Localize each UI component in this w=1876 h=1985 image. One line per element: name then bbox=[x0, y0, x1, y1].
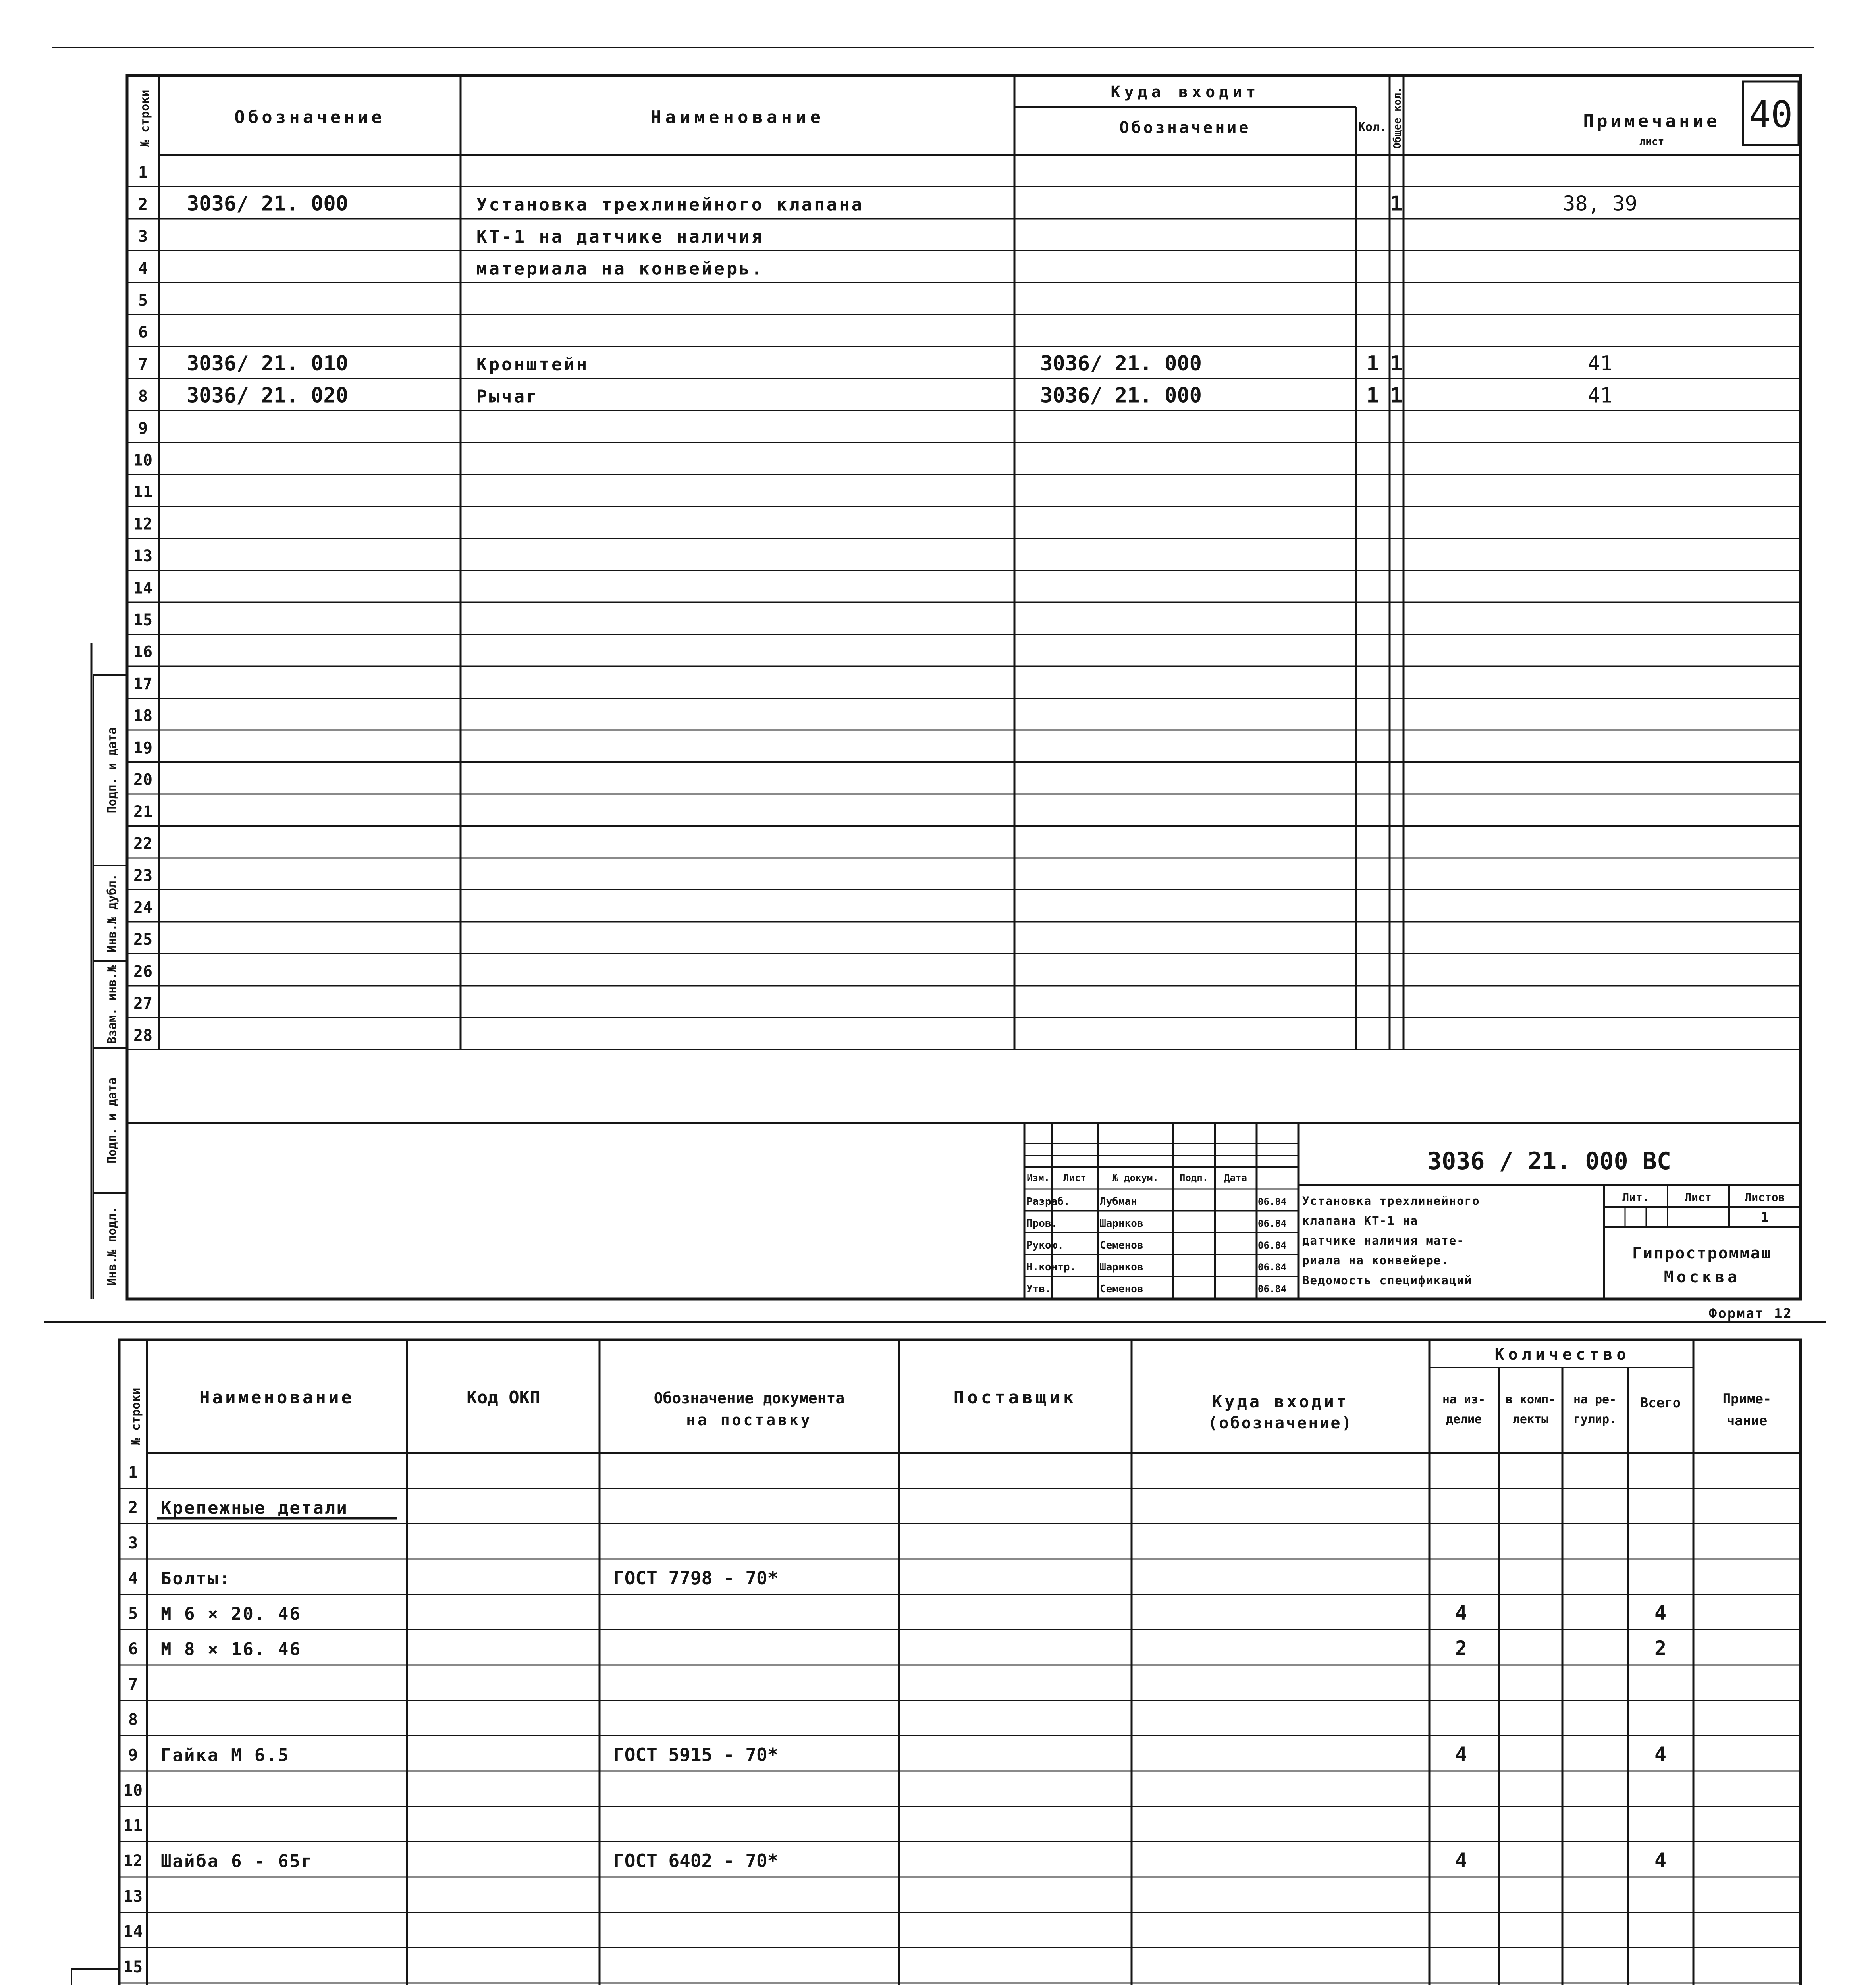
cell-name: КТ-1 на датчике наличия bbox=[476, 227, 764, 247]
tb-sheets-value: 1 bbox=[1760, 1210, 1769, 1226]
cell-q-product: 4 bbox=[1455, 1849, 1467, 1872]
row-number: 18 bbox=[133, 707, 153, 725]
header-where-used: Куда входит bbox=[1212, 1392, 1349, 1411]
row-number: 11 bbox=[133, 483, 153, 501]
sheet-2-frame bbox=[119, 1340, 1801, 1985]
row-number: 2 bbox=[138, 195, 148, 214]
cell-where-used: 3036/ 21. 000 bbox=[1040, 352, 1202, 376]
header-okp: Код ОКП bbox=[467, 1388, 540, 1408]
header-total-qty: Общее кол. bbox=[1392, 87, 1404, 149]
tb-description: Ведомость спецификаций bbox=[1302, 1274, 1473, 1287]
cell-name: Кронштейн bbox=[476, 355, 589, 375]
cell-total: 1 bbox=[1390, 192, 1403, 216]
cell-name: М 6 × 20. 46 bbox=[161, 1604, 301, 1624]
row-number: 12 bbox=[123, 1852, 143, 1870]
row-number: 4 bbox=[138, 259, 148, 278]
tb-city: Москва bbox=[1664, 1268, 1741, 1286]
tb-col-header: № докум. bbox=[1112, 1172, 1159, 1183]
header-where-used-line2: (обозначение) bbox=[1208, 1414, 1353, 1432]
cell-name: материала на конвейерь. bbox=[476, 258, 764, 279]
tb-role: Н.контр. bbox=[1026, 1261, 1076, 1273]
row-number: 13 bbox=[133, 547, 153, 565]
row-number: 7 bbox=[138, 355, 148, 374]
tb-date: 06.84 bbox=[1258, 1218, 1287, 1229]
row-number: 20 bbox=[133, 771, 153, 789]
tb-description: клапана КТ-1 на bbox=[1302, 1214, 1418, 1228]
header-designation: Обозначение bbox=[234, 107, 385, 127]
cell-designation: 3036/ 21. 000 bbox=[187, 192, 348, 216]
cell-doc: ГОСТ 6402 - 70* bbox=[613, 1850, 779, 1871]
cell-qty: 1 bbox=[1366, 384, 1379, 408]
tb-role: Пров. bbox=[1026, 1218, 1058, 1230]
cell-name: Рычаг bbox=[476, 386, 539, 407]
header-name: Наименование bbox=[651, 107, 825, 127]
row-number: 17 bbox=[133, 675, 153, 693]
sheet-1-frame bbox=[127, 75, 1801, 1299]
row-number: 26 bbox=[133, 962, 153, 981]
tb-description: риала на конвейере. bbox=[1302, 1254, 1449, 1267]
tb-person: Шарнков bbox=[1100, 1261, 1143, 1273]
header-row-no: № строки bbox=[138, 89, 152, 147]
page-number: 40 bbox=[1749, 93, 1793, 136]
tb-date: 06.84 bbox=[1258, 1284, 1287, 1295]
cell-q-total: 4 bbox=[1654, 1743, 1667, 1766]
row-number: 1 bbox=[138, 164, 148, 182]
header-q-product: на из- bbox=[1442, 1393, 1486, 1407]
row-number: 5 bbox=[128, 1605, 138, 1623]
tb-role: Рукою. bbox=[1026, 1239, 1064, 1251]
cell-note: 41 bbox=[1587, 384, 1613, 408]
header-row-no: № строки bbox=[129, 1388, 143, 1445]
tb-description: датчике наличия мате- bbox=[1302, 1234, 1465, 1247]
row-number: 16 bbox=[133, 643, 153, 661]
tb-sheet: Лист bbox=[1685, 1191, 1712, 1204]
row-number: 8 bbox=[128, 1711, 138, 1729]
row-number: 10 bbox=[133, 451, 153, 470]
header-qty: Кол. bbox=[1358, 120, 1387, 134]
row-number: 9 bbox=[128, 1746, 138, 1764]
cell-q-product: 4 bbox=[1455, 1601, 1467, 1625]
row-number: 3 bbox=[128, 1534, 138, 1552]
row-number: 21 bbox=[133, 803, 153, 821]
cell-designation: 3036/ 21. 020 bbox=[187, 384, 348, 408]
sheet-2 bbox=[44, 1322, 1866, 1985]
header-doc-line2: на поставку bbox=[686, 1411, 812, 1429]
header-q-kits-line2: лекты bbox=[1512, 1413, 1549, 1426]
row-number: 10 bbox=[123, 1781, 143, 1800]
tb-date: 06.84 bbox=[1258, 1262, 1287, 1273]
header-supplier: Поставщик bbox=[953, 1388, 1077, 1408]
header-where-used-designation: Обозначение bbox=[1119, 119, 1251, 137]
row-number: 1 bbox=[128, 1463, 138, 1482]
cell-total: 1 bbox=[1390, 384, 1403, 408]
row-number: 4 bbox=[128, 1569, 138, 1588]
tb-date: 06.84 bbox=[1258, 1196, 1287, 1207]
row-number: 2 bbox=[128, 1499, 138, 1517]
cell-q-total: 4 bbox=[1654, 1849, 1667, 1872]
tb-sheets: Листов bbox=[1745, 1191, 1785, 1204]
tb-col-header: Изм. bbox=[1027, 1172, 1050, 1183]
cell-where-used: 3036/ 21. 000 bbox=[1040, 384, 1202, 408]
row-number: 6 bbox=[138, 323, 148, 342]
tb-person: Шарнков bbox=[1100, 1218, 1143, 1230]
row-number: 6 bbox=[128, 1640, 138, 1658]
header-note: Приме- bbox=[1722, 1391, 1772, 1407]
cell-q-product: 2 bbox=[1455, 1637, 1467, 1660]
cell-name: Установка трехлинейного клапана bbox=[476, 195, 864, 215]
header-q-kits: в комп- bbox=[1505, 1393, 1556, 1407]
cell-q-product: 4 bbox=[1455, 1743, 1467, 1766]
row-number: 14 bbox=[123, 1923, 143, 1941]
side-stamp-label: Подп. и дата bbox=[105, 727, 119, 813]
row-number: 14 bbox=[133, 579, 153, 597]
row-number: 28 bbox=[133, 1026, 153, 1045]
row-number: 27 bbox=[133, 994, 153, 1013]
header-where-used: Куда входит bbox=[1111, 83, 1260, 101]
side-stamp-label: Подп. и дата bbox=[105, 1077, 119, 1164]
row-number: 15 bbox=[123, 1958, 143, 1976]
format-label: Формат 12 bbox=[1708, 1306, 1793, 1322]
tb-col-header: Подп. bbox=[1179, 1172, 1209, 1183]
header-note-line2: чание bbox=[1726, 1413, 1768, 1429]
row-number: 3 bbox=[138, 227, 148, 246]
row-number: 23 bbox=[133, 867, 153, 885]
header-q-total: Всего bbox=[1640, 1395, 1681, 1411]
cell-name: М 8 × 16. 46 bbox=[161, 1639, 301, 1659]
cell-total: 1 bbox=[1390, 352, 1403, 376]
cell-name: Гайка М 6.5 bbox=[161, 1745, 290, 1765]
doc-code: 3036 / 21. 000 ВС bbox=[1427, 1147, 1672, 1175]
row-number: 8 bbox=[138, 387, 148, 406]
row-number: 24 bbox=[133, 898, 153, 917]
cell-note: 41 bbox=[1587, 352, 1613, 376]
cell-doc: ГОСТ 7798 - 70* bbox=[613, 1567, 779, 1589]
side-stamp-label: Инв.№ дубл. bbox=[105, 873, 119, 953]
cell-q-total: 2 bbox=[1654, 1637, 1667, 1660]
header-q-repair: на ре- bbox=[1573, 1393, 1617, 1407]
cell-q-total: 4 bbox=[1654, 1601, 1667, 1625]
tb-organization: Гипростроммаш bbox=[1632, 1244, 1772, 1262]
row-number: 13 bbox=[123, 1887, 143, 1906]
cell-note: 38, 39 bbox=[1563, 192, 1637, 216]
header-q-repair-line2: гулир. bbox=[1573, 1413, 1617, 1426]
tb-date: 06.84 bbox=[1258, 1240, 1287, 1251]
header-q-product-line2: делие bbox=[1446, 1413, 1482, 1426]
tb-person: Лубман bbox=[1100, 1196, 1137, 1208]
row-number: 11 bbox=[123, 1817, 143, 1835]
header-quantity: Количество bbox=[1494, 1345, 1630, 1364]
tb-person: Семенов bbox=[1100, 1283, 1143, 1295]
side-stamp-label: Взам. инв.№ bbox=[105, 965, 119, 1044]
tb-role: Утв. bbox=[1026, 1283, 1051, 1295]
row-number: 7 bbox=[128, 1675, 138, 1694]
tb-role: Разраб. bbox=[1026, 1196, 1070, 1208]
sheet-1 bbox=[52, 48, 1814, 1322]
tb-person: Семенов bbox=[1100, 1239, 1143, 1251]
row-number: 19 bbox=[133, 739, 153, 757]
cell-name: Крепежные детали bbox=[161, 1498, 348, 1518]
row-number: 22 bbox=[133, 834, 153, 853]
cell-qty: 1 bbox=[1366, 352, 1379, 376]
tb-lit: Лит. bbox=[1622, 1191, 1649, 1204]
row-number: 12 bbox=[133, 515, 153, 534]
cell-doc: ГОСТ 5915 - 70* bbox=[613, 1744, 779, 1765]
tb-col-header: Лист bbox=[1063, 1172, 1086, 1183]
row-number: 25 bbox=[133, 931, 153, 949]
cell-name: Шайба 6 - 65г bbox=[161, 1851, 313, 1871]
header-note: Примечание bbox=[1583, 111, 1720, 131]
tb-description: Установка трехлинейного bbox=[1302, 1194, 1480, 1208]
header-doc: Обозначение документа bbox=[654, 1390, 845, 1407]
header-note-sub: лист bbox=[1639, 136, 1664, 148]
row-number: 5 bbox=[138, 291, 148, 310]
side-stamp-label: Инв.№ подл. bbox=[105, 1206, 119, 1285]
cell-name: Болты: bbox=[161, 1569, 231, 1589]
header-name: Наименование bbox=[199, 1388, 354, 1408]
row-number: 9 bbox=[138, 419, 148, 437]
tb-col-header: Дата bbox=[1224, 1172, 1247, 1183]
cell-designation: 3036/ 21. 010 bbox=[187, 352, 348, 376]
row-number: 15 bbox=[133, 611, 153, 629]
